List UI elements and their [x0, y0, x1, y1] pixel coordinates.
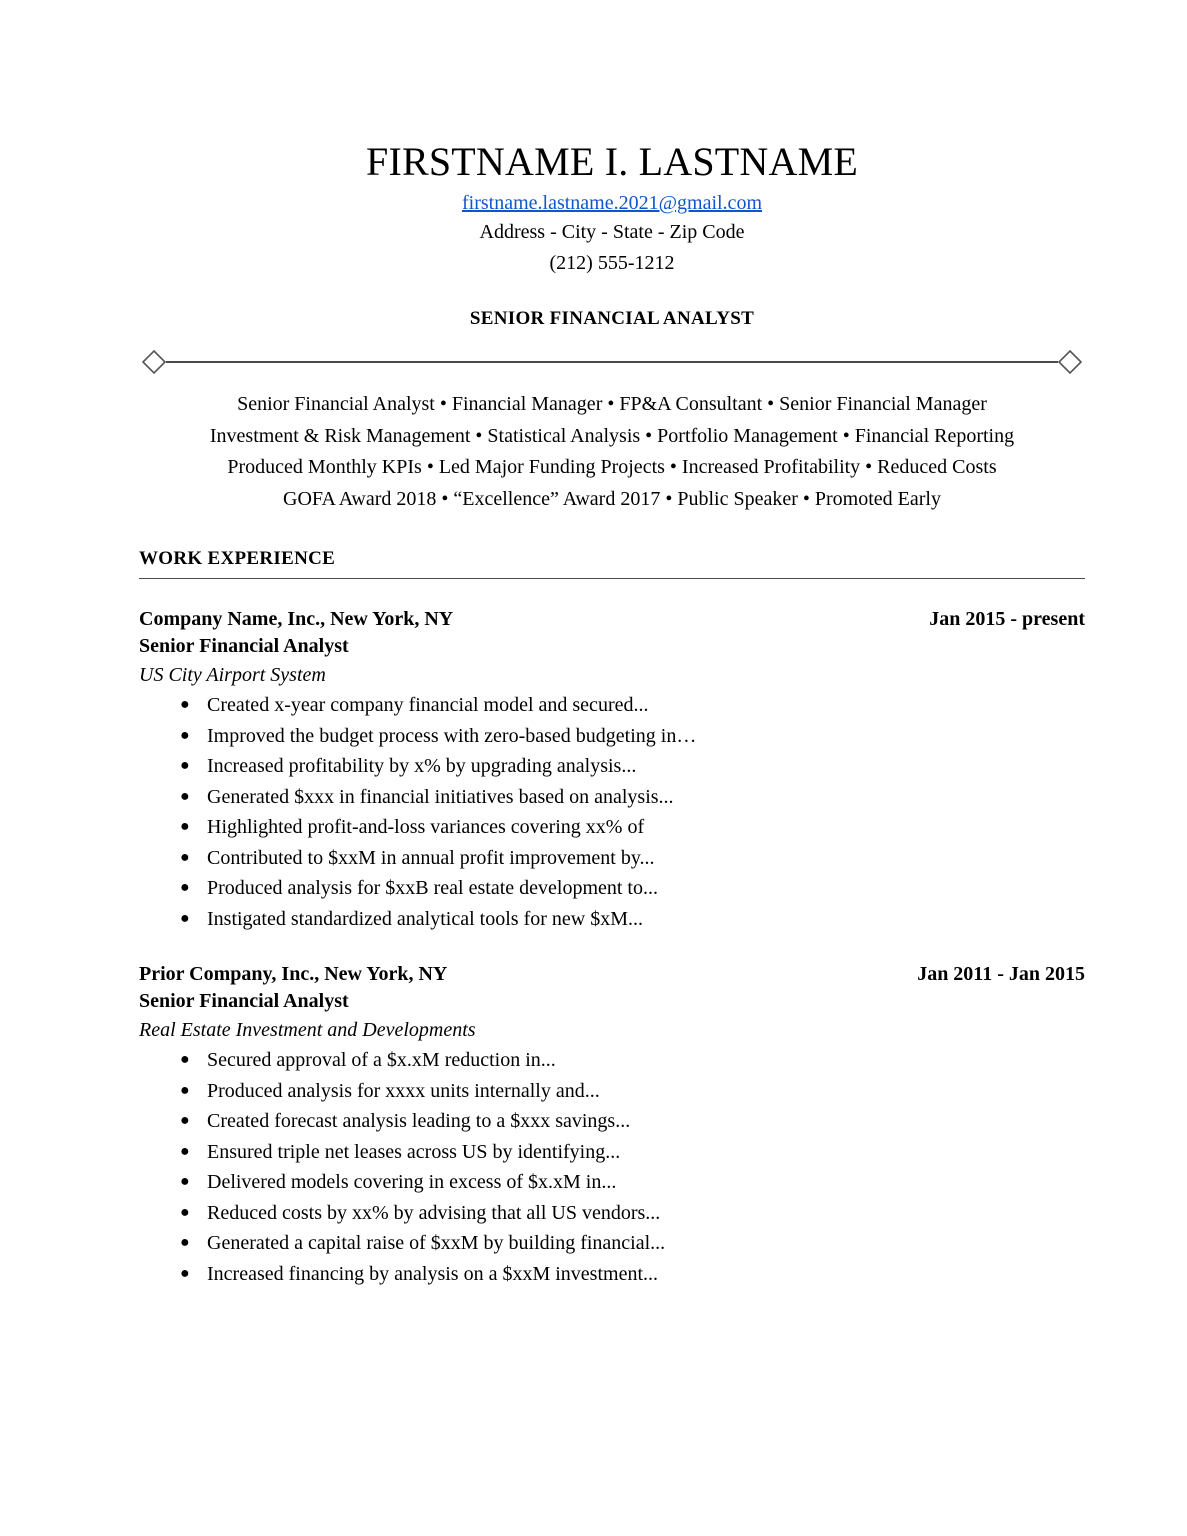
- bullet-dot-icon: ●: [180, 787, 190, 805]
- diamond-divider-graphic: [139, 347, 1085, 377]
- job-role: Senior Financial Analyst: [139, 990, 349, 1012]
- job-bullet: [139, 1137, 1085, 1168]
- job-bullet: [139, 690, 1085, 721]
- bullet-dot-icon: ●: [180, 879, 190, 896]
- contact-address: Address - City - State - Zip Code: [479, 221, 745, 243]
- job-entry: [139, 961, 1085, 1289]
- contact-phone: (212) 555-1212: [549, 252, 675, 274]
- work-experience-section: [139, 547, 1085, 1289]
- job-bullet-text: Reduced costs by xx% by advising that all US vendors...: [207, 1201, 661, 1224]
- job-bullet-text: Increased financing by analysis on a $xxM investment...: [207, 1262, 658, 1285]
- diamond-left-icon: [143, 351, 165, 373]
- job-bullet-list: [139, 1045, 1085, 1289]
- job-bullet: [139, 782, 1085, 813]
- job-bullet: [139, 1076, 1085, 1107]
- job-company: Prior Company, Inc., New York, NY: [139, 963, 448, 985]
- qualification-line: Investment & Risk Management • Statistical Analysis • Portfolio Management • Financial Reporting: [209, 424, 1015, 447]
- bullet-dot-icon: ●: [180, 848, 190, 866]
- job-bullet-list: [139, 690, 1085, 934]
- bullet-dot-icon: ●: [180, 1142, 190, 1160]
- job-bullet: [139, 1106, 1085, 1137]
- job-bullet-text: Contributed to $xxM in annual profit improvement by...: [207, 846, 655, 869]
- job-bullet-text: Delivered models covering in excess of $x.xM in...: [207, 1171, 617, 1193]
- job-bullet-text: Ensured triple net leases across US by identifying...: [207, 1140, 621, 1163]
- resume-header: [139, 138, 1085, 331]
- job-bullet: [139, 721, 1085, 752]
- job-bullet: [139, 812, 1085, 843]
- job-entry: [139, 606, 1085, 934]
- job-role: Senior Financial Analyst: [139, 635, 349, 657]
- bullet-dot-icon: ●: [180, 1264, 190, 1282]
- bullet-dot-icon: ●: [180, 909, 190, 927]
- diamond-right-icon: [1059, 351, 1081, 373]
- email-link[interactable]: firstname.lastname.2021@gmail.com: [461, 192, 762, 214]
- job-bullet-text: Highlighted profit-and-loss variances covering xx% of: [207, 816, 645, 838]
- job-subtitle: US City Airport System: [139, 664, 326, 686]
- job-company: Company Name, Inc., New York, NY: [139, 608, 454, 630]
- contact-email-line: [139, 190, 1085, 217]
- job-bullet-text: Improved the budget process with zero-based budgeting in…: [207, 724, 697, 747]
- job-bullet-text: Produced analysis for xxxx units internally and...: [207, 1079, 600, 1102]
- job-dates: Jan 2015 - present: [929, 608, 1085, 630]
- job-bullet-text: Created forecast analysis leading to a $xxx savings...: [207, 1110, 631, 1132]
- resume-content: [139, 0, 1085, 1289]
- qualification-line: GOFA Award 2018 • “Excellence” Award 2017 • Public Speaker • Promoted Early: [283, 487, 941, 510]
- job-bullet: [139, 843, 1085, 874]
- job-dates: Jan 2011 - Jan 2015: [917, 963, 1085, 985]
- section-rule: [139, 578, 1085, 579]
- bullet-dot-icon: ●: [180, 818, 190, 835]
- qualification-line: Produced Monthly KPIs • Led Major Funding Projects • Increased Profitability • Reduced Costs: [227, 456, 997, 478]
- qualifications-summary: [139, 389, 1085, 515]
- qualification-line: Senior Financial Analyst • Financial Manager • FP&A Consultant • Senior Financial Manager: [237, 393, 987, 415]
- job-bullet: [139, 1045, 1085, 1076]
- bullet-dot-icon: ●: [180, 696, 190, 713]
- job-bullet: [139, 751, 1085, 782]
- job-bullet-text: Created x-year company financial model and secured...: [207, 694, 649, 716]
- section-heading: WORK EXPERIENCE: [139, 548, 336, 569]
- job-header-row: [139, 606, 1085, 633]
- job-bullet-text: Generated a capital raise of $xxM by building financial...: [207, 1232, 666, 1254]
- bullet-dot-icon: ●: [180, 1112, 190, 1129]
- bullet-dot-icon: ●: [180, 1173, 190, 1190]
- bullet-dot-icon: ●: [180, 1203, 190, 1221]
- bullet-dot-icon: ●: [180, 726, 190, 744]
- job-bullet-text: Instigated standardized analytical tools for new $xM...: [207, 907, 643, 930]
- job-bullet-text: Secured approval of a $x.xM reduction in...: [207, 1049, 556, 1071]
- job-bullet-text: Increased profitability by x% by upgrading analysis...: [207, 755, 637, 777]
- job-bullet-text: Produced analysis for $xxB real estate development to...: [207, 877, 658, 899]
- candidate-name: FIRSTNAME I. LASTNAME: [366, 139, 858, 184]
- job-bullet: [139, 1259, 1085, 1290]
- bullet-dot-icon: ●: [180, 1081, 190, 1099]
- headline-title: SENIOR FINANCIAL ANALYST: [469, 308, 755, 329]
- diamond-divider: [139, 347, 1085, 377]
- job-bullet: [139, 904, 1085, 935]
- job-subtitle: Real Estate Investment and Developments: [139, 1019, 476, 1041]
- job-header-row: [139, 961, 1085, 988]
- bullet-dot-icon: ●: [180, 1051, 190, 1068]
- bullet-dot-icon: ●: [180, 1234, 190, 1251]
- bullet-dot-icon: ●: [180, 757, 190, 774]
- job-bullet: [139, 1198, 1085, 1229]
- job-bullet: [139, 1167, 1085, 1198]
- job-bullet: [139, 873, 1085, 904]
- job-bullet: [139, 1228, 1085, 1259]
- job-bullet-text: Generated $xxx in financial initiatives based on analysis...: [207, 785, 674, 808]
